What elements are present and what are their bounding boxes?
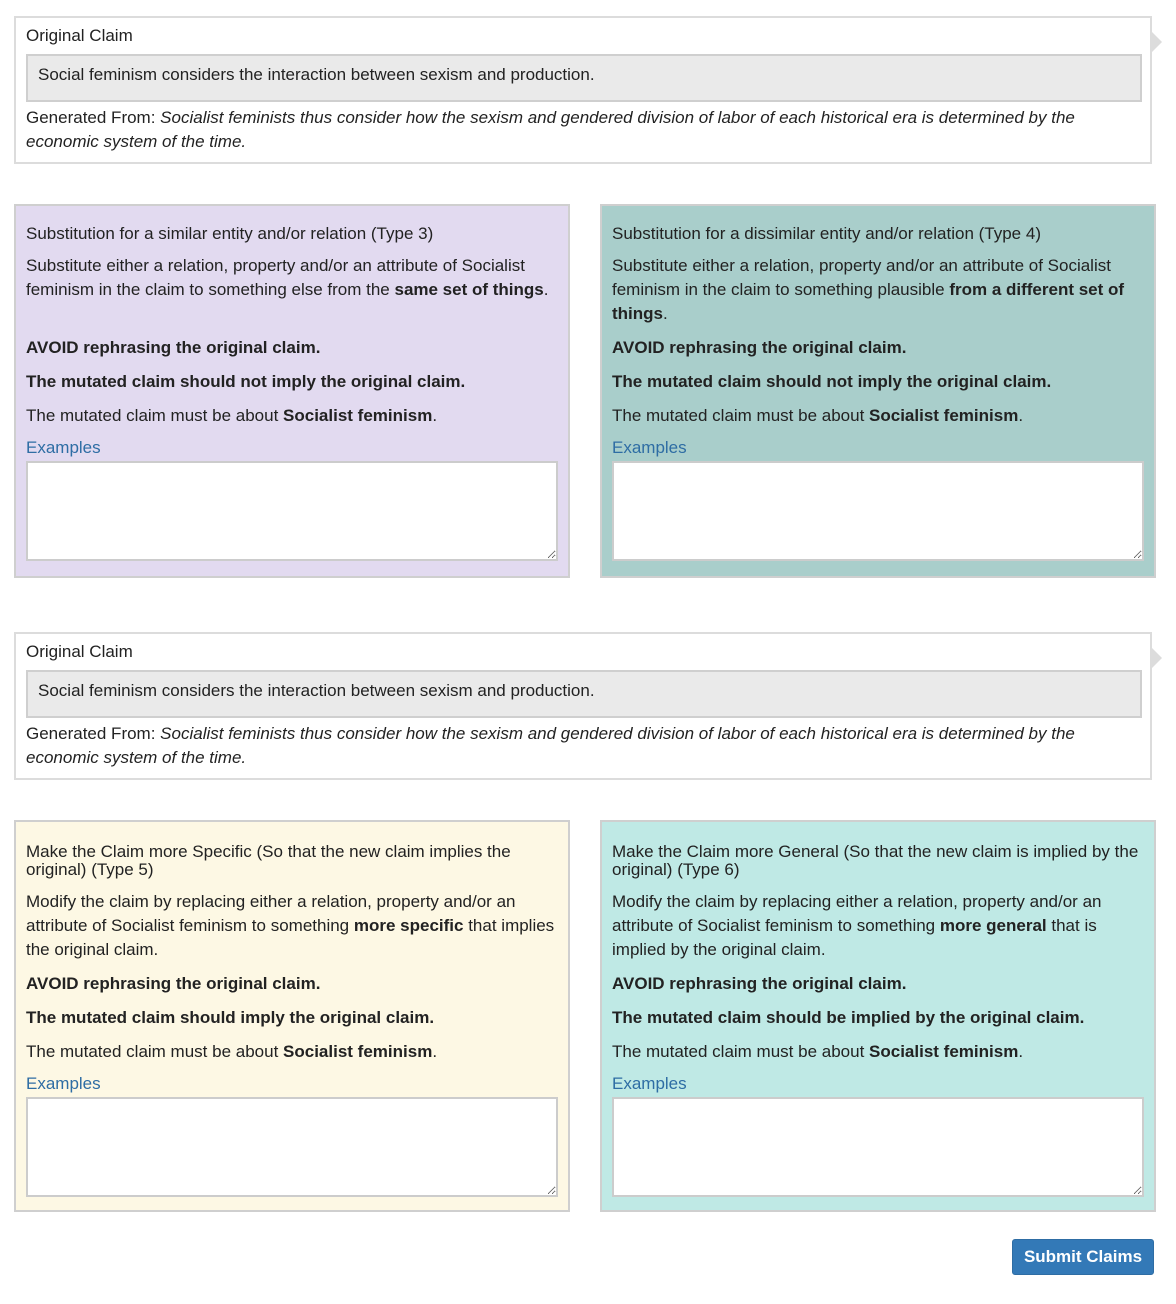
type5-implication: The mutated claim should imply the original claim. <box>26 1008 435 1027</box>
original-claim-title: Original Claim <box>26 642 133 661</box>
type4-examples-link[interactable]: Examples <box>612 438 687 457</box>
original-claim-title: Original Claim <box>26 26 133 45</box>
generated-from-text: Socialist feminists thus consider how the sexism and gendered division of labor of each historical era is determined by the economic system of the time. <box>26 724 1075 767</box>
panel-arrow-icon <box>1152 32 1162 52</box>
original-claim-panel-2 <box>14 632 1152 780</box>
submit-claims-button[interactable]: Submit Claims <box>1012 1239 1154 1275</box>
generated-from <box>26 106 1138 154</box>
type6-about: The mutated claim must be about Socialist feminism. <box>612 1042 1024 1061</box>
type6-examples-link[interactable]: Examples <box>612 1074 687 1093</box>
type3-title: Substitution for a similar entity and/or relation (Type 3) <box>26 224 434 243</box>
type4-implication: The mutated claim should not imply the original claim. <box>612 372 1052 391</box>
type3-panel <box>14 204 570 578</box>
type5-avoid: AVOID rephrasing the original claim. <box>26 974 321 993</box>
type6-implication: The mutated claim should be implied by the original claim. <box>612 1008 1085 1027</box>
generated-from-label: Generated From: <box>26 108 161 127</box>
type6-claim-input[interactable] <box>612 1097 1144 1197</box>
type4-claim-input[interactable] <box>612 461 1144 561</box>
original-claim-panel-1 <box>14 16 1152 164</box>
type4-about: The mutated claim must be about Socialist feminism. <box>612 406 1024 425</box>
type4-avoid: AVOID rephrasing the original claim. <box>612 338 907 357</box>
original-claim-text: Social feminism considers the interaction between sexism and production. <box>26 54 1142 102</box>
type6-avoid: AVOID rephrasing the original claim. <box>612 974 907 993</box>
type5-examples-link[interactable]: Examples <box>26 1074 101 1093</box>
type3-about: The mutated claim must be about Socialist feminism. <box>26 406 438 425</box>
type6-title: Make the Claim more General (So that the new claim is implied by the original) (Type 6) <box>612 842 1139 879</box>
generated-from <box>26 722 1138 770</box>
type3-avoid: AVOID rephrasing the original claim. <box>26 338 321 357</box>
type3-description: Substitute either a relation, property and/or an attribute of Socialist feminism in the claim to something else from the same set of things. <box>26 256 549 299</box>
type4-title: Substitution for a dissimilar entity and/or relation (Type 4) <box>612 224 1041 243</box>
type3-implication: The mutated claim should not imply the original claim. <box>26 372 466 391</box>
generated-from-text: Socialist feminists thus consider how the sexism and gendered division of labor of each historical era is determined by the economic system of the time. <box>26 108 1075 151</box>
generated-from-label: Generated From: <box>26 724 161 743</box>
type5-description: Modify the claim by replacing either a relation, property and/or an attribute of Socialist feminism to something more specific that implies the original claim. <box>26 892 555 959</box>
original-claim-text: Social feminism considers the interaction between sexism and production. <box>26 670 1142 718</box>
type4-description: Substitute either a relation, property and/or an attribute of Socialist feminism in the claim to something plausible from a different set of things. <box>612 256 1125 323</box>
type5-panel <box>14 820 570 1212</box>
type5-claim-input[interactable] <box>26 1097 558 1197</box>
type3-claim-input[interactable] <box>26 461 558 561</box>
type5-title: Make the Claim more Specific (So that the new claim implies the original) (Type 5) <box>26 842 511 879</box>
type6-panel <box>600 820 1156 1212</box>
type4-panel <box>600 204 1156 578</box>
panel-arrow-icon <box>1152 648 1162 668</box>
type6-description: Modify the claim by replacing either a relation, property and/or an attribute of Socialist feminism to something more general that is implied by the original claim. <box>612 892 1102 959</box>
type3-examples-link[interactable]: Examples <box>26 438 101 457</box>
type5-about: The mutated claim must be about Socialist feminism. <box>26 1042 438 1061</box>
